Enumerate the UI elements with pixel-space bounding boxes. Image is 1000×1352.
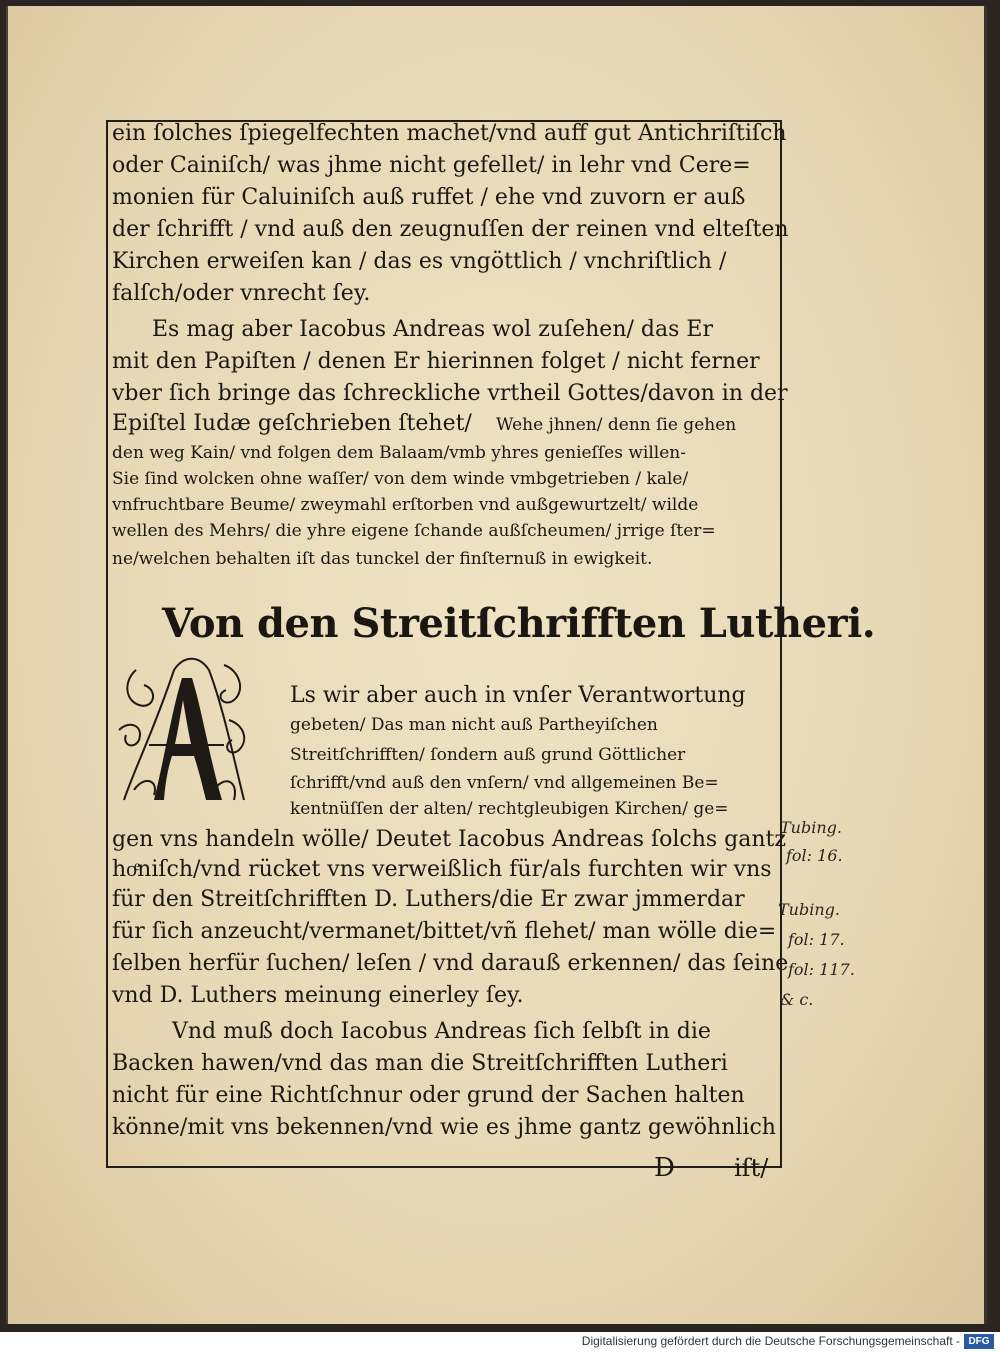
text-line: ſchrifft/vnd auß den vnſern/ vnd allgemeinen Be= <box>290 773 719 793</box>
text-line: Ls wir aber auch in vnſer Verantwortung <box>290 683 746 708</box>
margin-note: fol: 117. <box>788 960 855 979</box>
text-line: Kirchen erweiſen kan / das es vngöttlich / vnchriſtlich / <box>112 249 727 274</box>
text-line: Streitſchrifften/ ſondern auß grund Göttlicher <box>290 745 686 765</box>
text-line: vber ſich bringe das ſchreckliche vrtheil Gottes/davon in der <box>112 381 788 406</box>
text-line: könne/mit vns bekennen/vnd wie es jhme gantz gewöhnlich <box>112 1115 776 1140</box>
catchword: iſt/ <box>734 1154 769 1182</box>
quote-line: vnfruchtbare Beume/ zweymahl erſtorben vnd außgewurtzelt/ wilde <box>112 495 699 515</box>
section-heading: Von den Streitſchrifften Lutheri. <box>162 600 876 647</box>
text-line: oder Cainiſch/ was jhme nicht gefellet/ in lehr vnd Cere= <box>112 153 751 178</box>
text-line: für ſich anzeucht/vermanet/bittet/vñ flehet/ man wölle die= <box>112 919 777 944</box>
quote-line: Wehe jhnen/ denn ſie gehen <box>496 415 737 435</box>
funding-notice: Digitalisierung gefördert durch die Deutsche Forschungsgemeinschaft - <box>581 1334 960 1348</box>
margin-note: fol: 17. <box>788 930 845 949</box>
text-line: für den Streitſchrifften D. Luthers/die Er zwar jmmerdar <box>112 887 745 912</box>
text-line: vnd D. Luthers meinung einerley ſey. <box>112 983 524 1008</box>
margin-note: & c. <box>780 990 814 1009</box>
text-line: ein ſolches ſpiegelfechten machet/vnd auff gut Antichriſtiſch <box>112 121 787 146</box>
text-line: Es mag aber Iacobus Andreas wol zuſehen/ das Er <box>152 317 713 342</box>
quote-line: ne/welchen behalten iſt das tunckel der finſternuß in ewigkeit. <box>112 549 653 569</box>
text-line: ſelben herfür ſuchen/ leſen / vnd darauß erkennen/ das ſeine <box>112 951 789 976</box>
margin-note: fol: 16. <box>786 846 843 865</box>
text-line: mit den Papiſten / denen Er hierinnen folget / nicht ferner <box>112 349 760 374</box>
text-line: gebeten/ Das man nicht auß Partheyiſchen <box>290 715 658 735</box>
text-line: Epiſtel Iudæ geſchrieben ſtehet/ <box>112 411 472 436</box>
text-line: Vnd muß doch Iacobus Andreas ſich ſelbſt in die <box>172 1019 711 1044</box>
text-line: der ſchrifft / vnd auß den zeugnuſſen der reinen vnd elteſten <box>112 217 789 242</box>
signature-mark: D <box>654 1153 675 1183</box>
text-line: hoͤniſch/vnd rücket vns verweißlich für/als furchten wir vns <box>112 857 772 882</box>
dfg-logo-icon[interactable]: DFG <box>964 1334 994 1349</box>
text-line: kentnüſſen der alten/ rechtgleubigen Kirchen/ ge= <box>290 799 729 819</box>
margin-note: Tubing. <box>780 818 842 837</box>
decorated-initial-a-icon <box>114 650 254 810</box>
quote-line: wellen des Mehrs/ die yhre eigene ſchande außſcheumen/ jrrige ſter= <box>112 521 716 541</box>
footer-bar <box>0 1332 1000 1352</box>
text-line: Backen hawen/vnd das man die Streitſchrifften Lutheri <box>112 1051 728 1076</box>
text-line: falſch/oder vnrecht ſey. <box>112 281 371 306</box>
quote-line: den weg Kain/ vnd folgen dem Balaam/vmb yhres genieſſes willen- <box>112 443 686 463</box>
margin-note: Tubing. <box>778 900 840 919</box>
text-line: monien für Caluiniſch auß ruffet / ehe vnd zuvorn er auß <box>112 185 746 210</box>
text-line: gen vns handeln wölle/ Deutet Iacobus Andreas ſolchs gantz <box>112 827 786 852</box>
text-line: nicht für eine Richtſchnur oder grund der Sachen halten <box>112 1083 745 1108</box>
quote-line: Sie ſind wolcken ohne waſſer/ von dem winde vmbgetrieben / kale/ <box>112 469 689 489</box>
